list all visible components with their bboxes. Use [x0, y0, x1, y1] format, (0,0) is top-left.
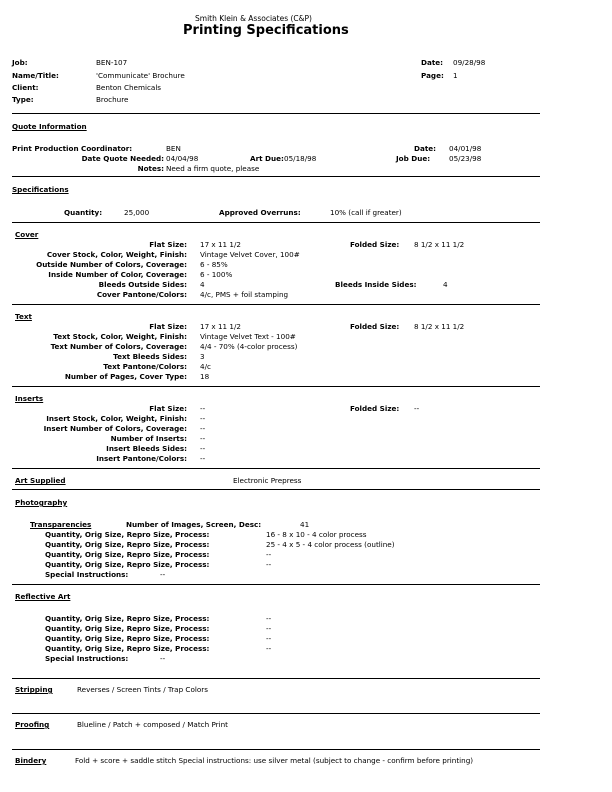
art-due-label: Art Due:: [250, 154, 284, 163]
date-label: Date:: [421, 58, 444, 67]
notes-value: Need a firm quote, please: [166, 164, 260, 173]
cover-heading: Cover: [15, 230, 39, 239]
text-stock-value: Vintage Velvet Text - 100#: [200, 332, 296, 341]
job-label: Job:: [12, 58, 28, 67]
reflective-art-heading: Reflective Art: [15, 592, 71, 601]
quote-needed-value: 04/04/98: [166, 154, 199, 163]
photo-row-label: Quantity, Orig Size, Repro Size, Process:: [45, 550, 210, 559]
company-name: Smith Klein & Associates (C&P): [195, 14, 312, 23]
transparencies-heading: Transparencies: [30, 520, 92, 529]
text-bleeds-value: 3: [200, 352, 205, 361]
cover-flat-label: Flat Size:: [149, 240, 187, 249]
photo-row-value: 25 - 4 x 5 - 4 color process (outline): [266, 540, 395, 549]
type-value: Brochure: [96, 95, 129, 104]
coordinator-label: Print Production Coordinator:: [12, 144, 133, 153]
page-value: 1: [453, 71, 458, 80]
reflective-special-value: --: [160, 654, 166, 663]
divider: [12, 468, 540, 469]
date-value: 09/28/98: [453, 58, 486, 67]
cover-outside-value: 6 - 85%: [200, 260, 228, 269]
inserts-colors-label: Insert Number of Colors, Coverage:: [43, 424, 187, 433]
cover-outside-label: Outside Number of Colors, Coverage:: [36, 260, 187, 269]
divider: [12, 386, 540, 387]
divider: [12, 678, 540, 679]
cover-inside-value: 6 - 100%: [200, 270, 233, 279]
divider: [12, 222, 540, 223]
inserts-pantone-label: Insert Pantone/Colors:: [96, 454, 187, 463]
photo-row-value: --: [266, 560, 272, 569]
photo-row-label: Quantity, Orig Size, Repro Size, Process:: [45, 530, 210, 539]
divider: [12, 304, 540, 305]
job-due-value: 05/23/98: [449, 154, 482, 163]
photo-row-value: --: [266, 550, 272, 559]
photo-row-value: 16 - 8 x 10 - 4 color process: [266, 530, 367, 539]
notes-label: Notes:: [137, 164, 164, 173]
text-stock-label: Text Stock, Color, Weight, Finish:: [53, 332, 187, 341]
reflective-row-value: --: [266, 634, 272, 643]
job-due-label: Job Due:: [396, 154, 431, 163]
cover-bleeds-inside-value: 4: [443, 280, 448, 289]
text-flat-value: 17 x 11 1/2: [200, 322, 241, 331]
cover-pantone-label: Cover Pantone/Colors:: [96, 290, 187, 299]
reflective-row-label: Quantity, Orig Size, Repro Size, Process:: [45, 634, 210, 643]
inserts-stock-label: Insert Stock, Color, Weight, Finish:: [46, 414, 187, 423]
inserts-heading: Inserts: [15, 394, 44, 403]
name-label: Name/Title:: [12, 71, 59, 80]
inserts-number-label: Number of Inserts:: [110, 434, 187, 443]
inserts-stock-value: --: [200, 414, 206, 423]
page-title: Printing Specifications: [183, 23, 349, 38]
text-flat-label: Flat Size:: [149, 322, 187, 331]
cover-folded-label: Folded Size:: [350, 240, 400, 249]
inserts-flat-label: Flat Size:: [149, 404, 187, 413]
divider: [12, 113, 540, 114]
reflective-row-value: --: [266, 644, 272, 653]
text-bleeds-label: Text Bleeds Sides:: [113, 352, 187, 361]
quote-needed-label: Date Quote Needed:: [81, 154, 164, 163]
cover-folded-value: 8 1/2 x 11 1/2: [414, 240, 465, 249]
photo-special-value: --: [160, 570, 166, 579]
images-label: Number of Images, Screen, Desc:: [126, 520, 262, 529]
divider: [12, 489, 540, 490]
page-label: Page:: [421, 71, 444, 80]
proofing-heading: Proofing: [15, 720, 50, 729]
photo-row-label: Quantity, Orig Size, Repro Size, Process:: [45, 540, 210, 549]
name-value: 'Communicate' Brochure: [96, 71, 185, 80]
type-label: Type:: [12, 95, 34, 104]
proofing-value: Blueline / Patch + composed / Match Print: [77, 720, 228, 729]
text-colors-label: Text Number of Colors, Coverage:: [50, 342, 187, 351]
reflective-special-label: Special Instructions:: [45, 654, 129, 663]
specs-heading: Specifications: [12, 185, 69, 194]
cover-bleeds-inside-label: Bleeds Inside Sides:: [335, 280, 417, 289]
images-value: 41: [300, 520, 310, 529]
text-colors-value: 4/4 - 70% (4-color process): [200, 342, 298, 351]
cover-inside-label: Inside Number of Color, Coverage:: [48, 270, 187, 279]
quote-heading: Quote Information: [12, 122, 87, 131]
divider: [12, 713, 540, 714]
client-label: Client:: [12, 83, 39, 92]
overruns-value: 10% (call if greater): [330, 208, 402, 217]
inserts-bleeds-label: Insert Bleeds Sides:: [106, 444, 187, 453]
divider: [12, 584, 540, 585]
quantity-label: Quantity:: [64, 208, 103, 217]
reflective-row-label: Quantity, Orig Size, Repro Size, Process:: [45, 614, 210, 623]
job-value: BEN-107: [96, 58, 128, 67]
stripping-value: Reverses / Screen Tints / Trap Colors: [77, 685, 208, 694]
quote-date-value: 04/01/98: [449, 144, 482, 153]
client-value: Benton Chemicals: [96, 83, 162, 92]
bindery-heading: Bindery: [15, 756, 47, 765]
reflective-row-label: Quantity, Orig Size, Repro Size, Process:: [45, 624, 210, 633]
stripping-heading: Stripping: [15, 685, 53, 694]
quote-date-label: Date:: [414, 144, 437, 153]
cover-flat-value: 17 x 11 1/2: [200, 240, 241, 249]
inserts-pantone-value: --: [200, 454, 206, 463]
reflective-row-value: --: [266, 614, 272, 623]
text-pantone-label: Text Pantone/Colors:: [103, 362, 187, 371]
cover-stock-label: Cover Stock, Color, Weight, Finish:: [46, 250, 187, 259]
text-pantone-value: 4/c: [200, 362, 211, 371]
inserts-flat-value: --: [200, 404, 206, 413]
bindery-value: Fold + score + saddle stitch Special instructions: use silver metal (subject to change - confirm before printing): [75, 756, 474, 765]
inserts-bleeds-value: --: [200, 444, 206, 453]
photography-heading: Photography: [15, 498, 68, 507]
text-pages-label: Number of Pages, Cover Type:: [64, 372, 187, 381]
divider: [12, 176, 540, 177]
text-folded-label: Folded Size:: [350, 322, 400, 331]
inserts-folded-value: --: [414, 404, 420, 413]
art-supplied-value: Electronic Prepress: [233, 476, 302, 485]
photo-row-label: Quantity, Orig Size, Repro Size, Process:: [45, 560, 210, 569]
text-folded-value: 8 1/2 x 11 1/2: [414, 322, 465, 331]
art-due-value: 05/18/98: [284, 154, 317, 163]
reflective-row-label: Quantity, Orig Size, Repro Size, Process:: [45, 644, 210, 653]
text-pages-value: 18: [200, 372, 210, 381]
inserts-colors-value: --: [200, 424, 206, 433]
cover-bleeds-outside-label: Bleeds Outside Sides:: [98, 280, 187, 289]
text-heading: Text: [15, 312, 32, 321]
art-supplied-heading: Art Supplied: [15, 476, 66, 485]
coordinator-value: BEN: [166, 144, 181, 153]
quantity-value: 25,000: [124, 208, 150, 217]
photo-special-label: Special Instructions:: [45, 570, 129, 579]
inserts-folded-label: Folded Size:: [350, 404, 400, 413]
cover-stock-value: Vintage Velvet Cover, 100#: [200, 250, 300, 259]
cover-pantone-value: 4/c, PMS + foil stamping: [200, 290, 289, 299]
reflective-row-value: --: [266, 624, 272, 633]
cover-bleeds-outside-value: 4: [200, 280, 205, 289]
inserts-number-value: --: [200, 434, 206, 443]
overruns-label: Approved Overruns:: [219, 208, 301, 217]
divider: [12, 749, 540, 750]
